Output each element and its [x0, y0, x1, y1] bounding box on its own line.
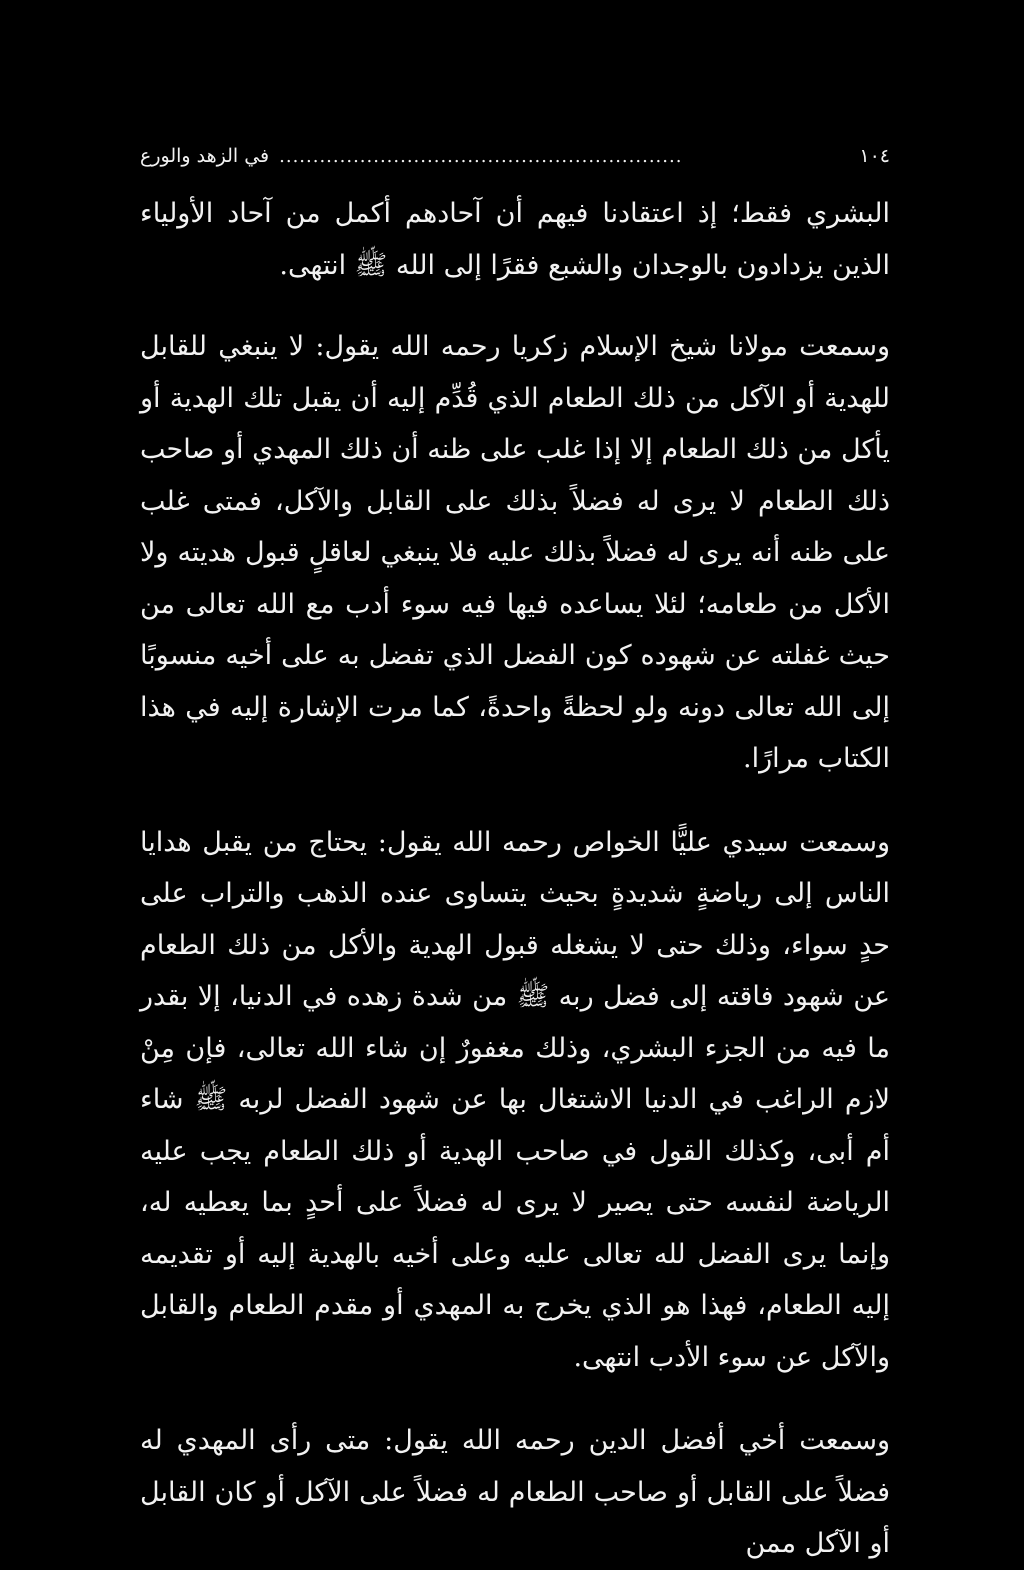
page-header [140, 138, 890, 174]
paragraph-gap [140, 785, 890, 817]
paragraph-2: وسمعت مولانا شيخ الإسلام زكريا رحمه الله يقول: لا ينبغي للقابل للهدية أو الآكل من ذلك الطعام الذي قُدِّم إليه أن يقبل تلك الهدية أو يأكل من ذلك الطعام إلا إذا غلب على ظنه أن ذلك المهدي أو صاحب ذلك الطعام لا يرى له فضلاً بذلك على القابل والآكل، فمتى غلب على ظنه أنه يرى له فضلاً بذلك عليه فلا ينبغي لعاقلٍ قبول هديته ولا الأكل من طعامه؛ لئلا يساعده فيها فيه سوء أدب مع الله تعالى من حيث غفلته عن شهوده كون الفضل الذي تفضل به على أخيه منسوبًا إلى الله تعالى دونه ولو لحظةً واحدةً، كما مرت الإشارة إليه في هذا الكتاب مرارًا. [140, 331, 890, 774]
paragraph-3: وسمعت سيدي عليًّا الخواص رحمه الله يقول: يحتاج من يقبل هدايا الناس إلى رياضةٍ شديدةٍ بحيث يتساوى عنده الذهب والتراب على حدٍ سواء، وذلك حتى لا يشغله قبول الهدية والأكل من ذلك الطعام عن شهود فاقته إلى فضل ربه ﷺ من شدة زهده في الدنيا، إلا بقدر ما فيه من الجزء البشري، وذلك مغفورٌ إن شاء الله تعالى، فإن مِنْ لازم الراغب في الدنيا الاشتغال بها عن شهود الفضل لربه ﷺ شاء أم أبى، وكذلك القول في صاحب الهدية أو ذلك الطعام يجب عليه الرياضة لنفسه حتى يصير لا يرى له فضلاً على أحدٍ بما يعطيه له، وإنما يرى الفضل لله تعالى عليه وعلى أخيه بالهدية إليه أو تقديمه إليه الطعام، فهذا هو الذي يخرج به المهدي أو مقدم الطعام والقابل والآكل عن سوء الأدب انتهى. [140, 826, 890, 1373]
paragraph-gap [140, 1383, 890, 1415]
running-title: في الزهد والورع [140, 145, 270, 167]
paragraph-gap [140, 291, 890, 321]
paragraph-4: وسمعت أخي أفضل الدين رحمه الله يقول: متى رأى المهدي له فضلاً على القابل أو صاحب الطعام له فضلاً على الآكل أو كان القابل أو الآكل ممن [140, 1425, 890, 1559]
book-page [140, 138, 890, 1570]
paragraph-1: البشري فقط؛ إذ اعتقادنا فيهم أن آحادهم أكمل من آحاد الأولياء الذين يزدادون بالوجدان والشبع فقرًا إلى الله ﷺ انتهى. [140, 198, 890, 281]
leader-dots: ............................................................ [279, 146, 683, 167]
page-number: ١٠٤ [859, 145, 890, 167]
